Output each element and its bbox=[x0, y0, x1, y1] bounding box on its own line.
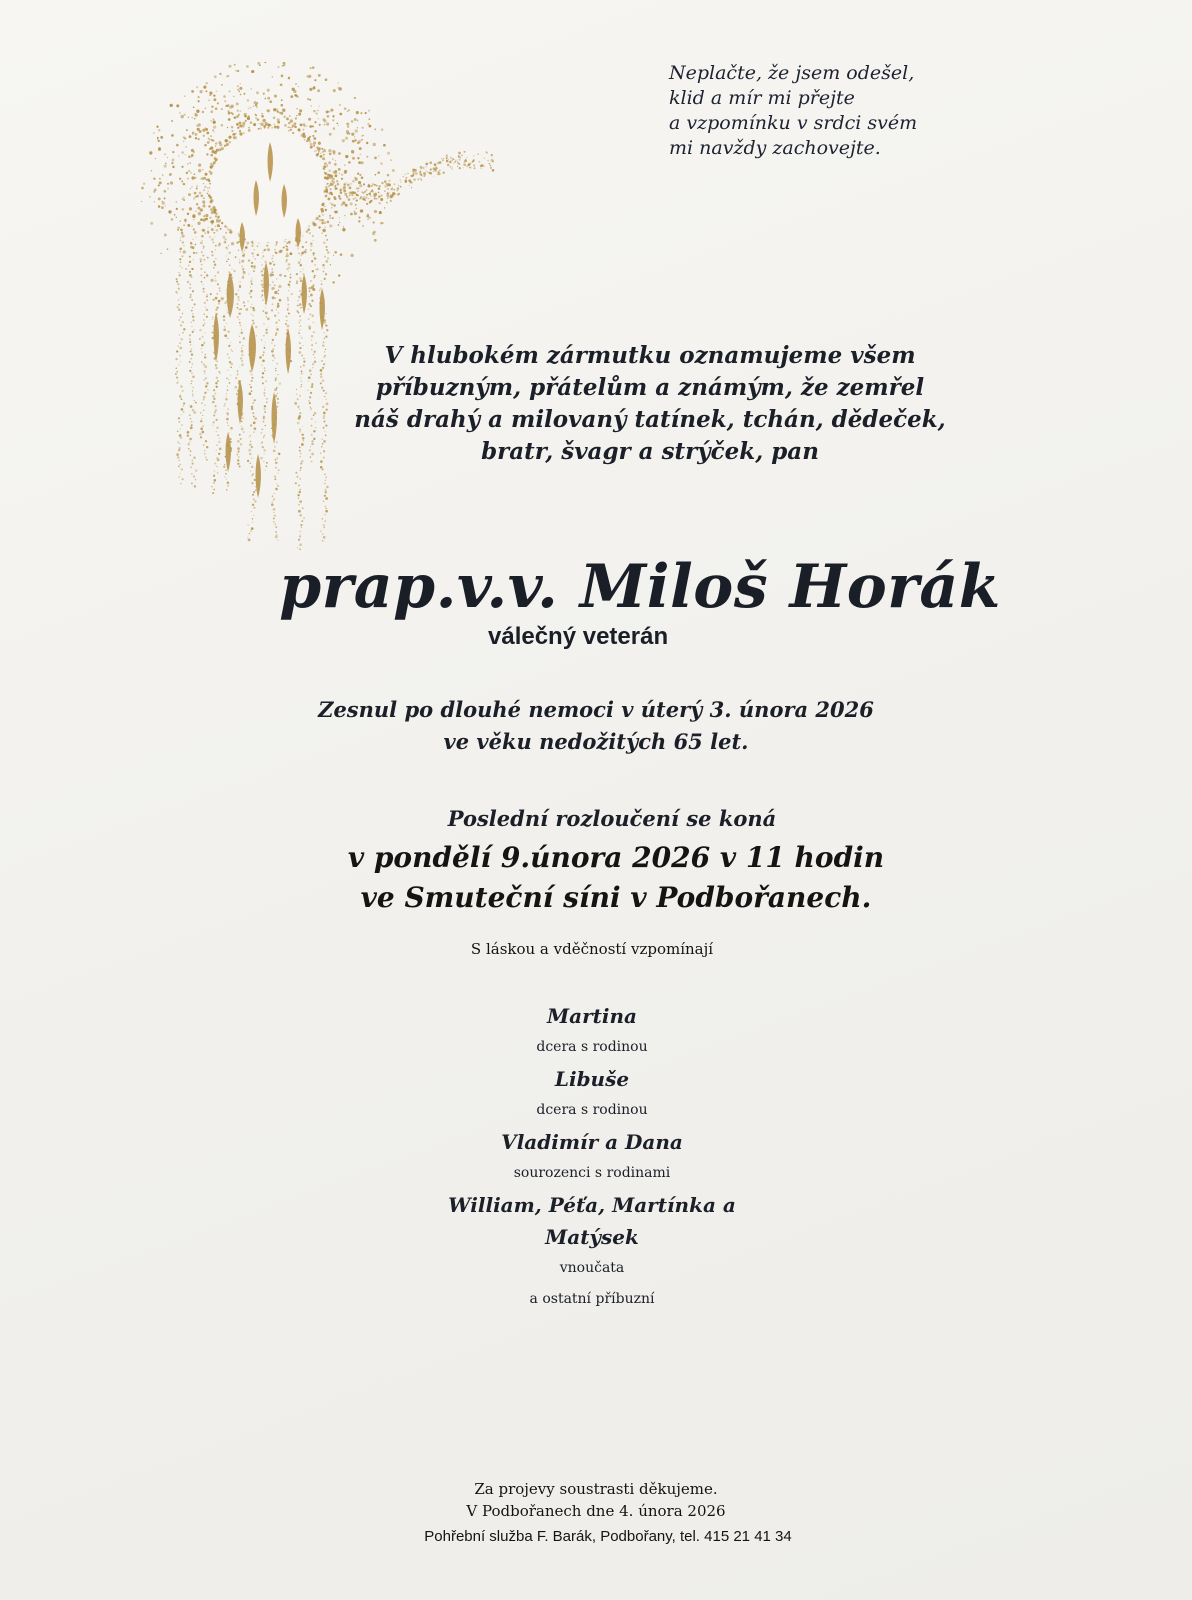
death-line: ve věku nedožitých 65 let. bbox=[443, 729, 749, 754]
mourner-relation: sourozenci s rodinami bbox=[513, 1165, 671, 1181]
deceased-name: prap.v.v. Miloš Horák bbox=[279, 552, 1001, 622]
candle-sun-ornament-icon bbox=[118, 62, 510, 550]
poem-line: mi navždy zachovejte. bbox=[669, 137, 881, 159]
farewell-line: v pondělí 9.února 2026 v 11 hodin bbox=[347, 841, 885, 874]
farewell-details bbox=[20, 838, 1192, 918]
poem-line: Neplačte, že jsem odešel, bbox=[669, 62, 915, 84]
funeral-service: Pohřební služba F. Barák, Podbořany, tel. 415 21 41 34 bbox=[424, 1528, 792, 1545]
mourner-relation: vnoučata bbox=[559, 1260, 625, 1276]
deceased-title: válečný veterán bbox=[488, 623, 669, 650]
mourner-name: Libuše bbox=[554, 1067, 630, 1091]
intro-line: V hlubokém zármutku oznamujeme všem bbox=[384, 342, 916, 369]
intro-line: náš drahý a milovaný tatínek, tchán, dědeček, bbox=[354, 406, 946, 433]
mourner-name: Martina bbox=[547, 1004, 637, 1028]
farewell-line: ve Smuteční síni v Podbořanech. bbox=[360, 881, 872, 914]
mourner-name: Vladimír a Dana bbox=[501, 1130, 683, 1154]
poem-line: klid a mír mi přejte bbox=[669, 87, 855, 109]
farewell-intro: Poslední rozloučení se koná bbox=[447, 806, 777, 831]
intro-line: příbuzným, přátelům a známým, že zemřel bbox=[375, 374, 925, 401]
announcement-intro bbox=[200, 340, 1100, 468]
mourner-relation: dcera s rodinou bbox=[536, 1039, 648, 1055]
remember-text: S láskou a vděčností vzpomínají bbox=[470, 940, 714, 958]
mourner-name-continued: Matýsek bbox=[545, 1225, 639, 1249]
mourner-name: William, Péťa, Martínka a bbox=[448, 1193, 736, 1217]
mourner-relation: dcera s rodinou bbox=[536, 1102, 648, 1118]
condolence-thanks: Za projevy soustrasti děkujeme. bbox=[474, 1480, 718, 1498]
place-date: V Podbořanech dne 4. února 2026 bbox=[466, 1502, 726, 1520]
poem-line: a vzpomínku v srdci svém bbox=[669, 112, 918, 134]
other-relatives: a ostatní příbuzní bbox=[529, 1291, 655, 1307]
poem bbox=[669, 61, 999, 161]
footer bbox=[0, 1478, 1192, 1552]
intro-line: bratr, švagr a strýček, pan bbox=[481, 438, 819, 465]
mourners-list bbox=[0, 1000, 1188, 1315]
death-details bbox=[0, 694, 1192, 758]
death-line: Zesnul po dlouhé nemoci v úterý 3. února 2026 bbox=[318, 697, 874, 722]
